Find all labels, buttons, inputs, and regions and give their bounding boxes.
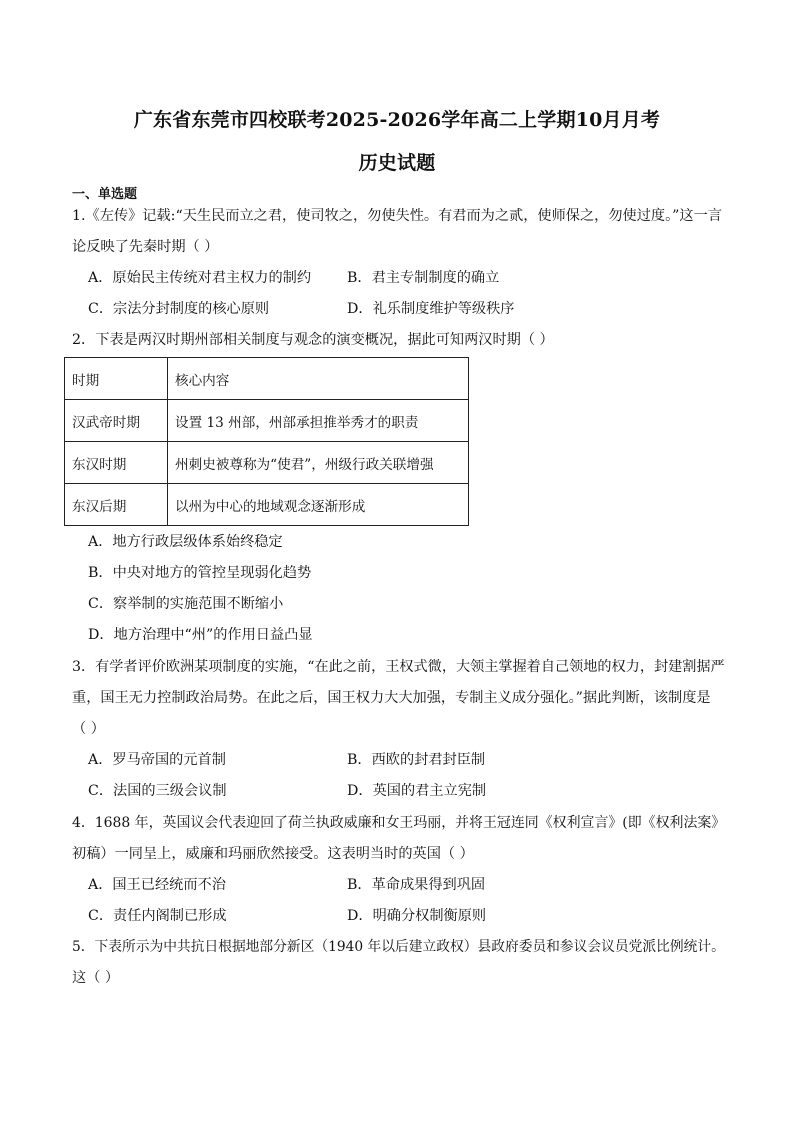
question-2-option-d: D．地方治理中“州”的作用日益凸显: [88, 627, 313, 643]
question-1-text-cont: 论反映了先秦时期（ ）: [72, 239, 219, 255]
question-4-option-d: D．明确分权制衡原则: [347, 908, 487, 924]
question-4-option-a: A．国王已经统而不治: [88, 877, 226, 893]
question-2-table: [64, 357, 469, 526]
table-header-cell: 时期: [65, 358, 168, 400]
question-4-option-c: C．责任内阁制已形成: [88, 908, 227, 924]
table-cell: 东汉时期: [65, 442, 168, 484]
table-header-cell: 核心内容: [168, 358, 469, 400]
table-row: [65, 484, 469, 526]
question-4-text-cont: 初稿）一同呈上，威廉和玛丽欣然接受。这表明当时的英国（ ）: [72, 846, 474, 862]
table-cell: 设置 13 州部，州部承担推举秀才的职责: [168, 400, 469, 442]
question-5-text-cont: 这（ ）: [72, 970, 120, 986]
question-4-option-b: B．革命成果得到巩固: [347, 877, 486, 893]
question-2-text: 2．下表是两汉时期州部相关制度与观念的演变概况，据此可知两汉时期（ ）: [72, 332, 554, 348]
question-1-text: 1.《左传》记载:“天生民而立之君，使司牧之，勿使失性。有君而为之贰，使师保之，勿使过度。”这一言: [72, 208, 722, 224]
table-cell: 汉武帝时期: [65, 400, 168, 442]
question-1-option-a: A．原始民主传统对君主权力的制约: [88, 270, 312, 286]
question-3-option-a: A．罗马帝国的元首制: [88, 752, 226, 768]
section-heading: 一、单选题: [72, 187, 138, 202]
question-3-text-blank: （ ）: [72, 721, 105, 737]
table-header-row: [65, 358, 469, 400]
table-row: [65, 442, 469, 484]
table-cell: 州刺史被尊称为“使君”，州级行政关联增强: [168, 442, 469, 484]
table-cell: 东汉后期: [65, 484, 168, 526]
question-2-option-c: C．察举制的实施范围不断缩小: [88, 596, 284, 612]
question-2-option-b: B．中央对地方的管控呈现弱化趋势: [88, 565, 312, 581]
question-4-text: 4．1688 年，英国议会代表迎回了荷兰执政威廉和女王玛丽，并将王冠连同《权利宣言》(即《权利法案》: [72, 815, 726, 831]
question-3-text: 3．有学者评价欧洲某项制度的实施，“在此之前，王权式微，大领主掌握着自己领地的权力，封建割据严: [72, 659, 725, 675]
question-1-option-c: C．宗法分封制度的核心原则: [88, 301, 270, 317]
question-1-option-b: B．君主专制制度的确立: [347, 270, 500, 286]
question-3-option-c: C．法国的三级会议制: [88, 783, 227, 799]
table-cell: 以州为中心的地域观念逐渐形成: [168, 484, 469, 526]
question-2-option-a: A．地方行政层级体系始终稳定: [88, 534, 283, 550]
question-3-option-d: D．英国的君主立宪制: [347, 783, 487, 799]
table-row: [65, 400, 469, 442]
question-3-text-cont: 重，国王无力控制政治局势。在此之后，国王权力大大加强，专制主义成分强化。”据此判断，该制度是: [72, 690, 711, 706]
question-1-option-d: D．礼乐制度维护等级秩序: [347, 301, 515, 317]
exam-title: 广东省东莞市四校联考2025-2026学年高二上学期10月月考: [133, 109, 661, 131]
question-5-text: 5．下表所示为中共抗日根据地部分新区（1940 年以后建立政权）县政府委员和参议会议员党派比例统计。: [72, 939, 725, 955]
question-3-option-b: B．西欧的封君封臣制: [347, 752, 486, 768]
exam-subtitle: 历史试题: [358, 152, 436, 174]
